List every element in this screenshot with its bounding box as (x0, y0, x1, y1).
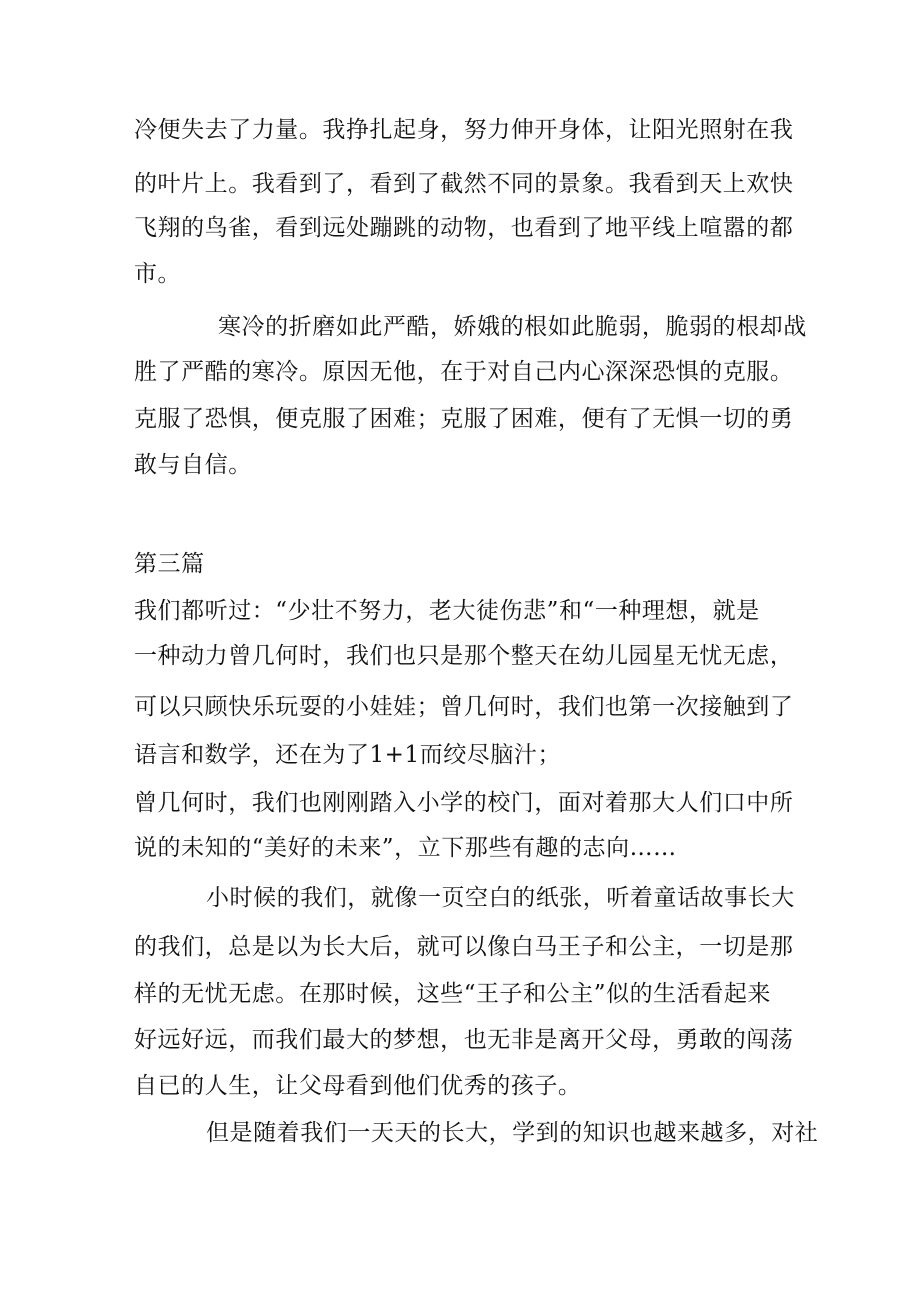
text-line: 胜了严酷的寒冷。原因无他，在于对自己内心深深恐惧的克服。 (134, 359, 794, 385)
text-line: 语言和数学，还在为了1+1而绞尽脑汁； (134, 742, 561, 768)
text-line: 说的未知的“美好的未来”，立下那些有趣的志向…… (134, 835, 677, 861)
text-line: 可以只顾快乐玩耍的小娃娃；曾几何时，我们也第一次接触到了 (134, 694, 794, 720)
text-line: 市。 (134, 261, 182, 287)
text-line: 好远好远，而我们最大的梦想，也无非是离开父母，勇敢的闯荡 (134, 1027, 794, 1053)
text-line: 飞翔的鸟雀，看到远处蹦跳的动物，也看到了地平线上喧嚣的都 (134, 215, 794, 241)
text-line: 曾几何时，我们也刚刚踏入小学的校门，面对着那大人们口中所 (134, 790, 794, 816)
text-line: 一种动力曾几何时，我们也只是那个整天在幼儿园星无忧无虑， (134, 643, 794, 669)
text-line: 自已的人生，让父母看到他们优秀的孩子。 (134, 1073, 582, 1099)
text-line: 的叶片上。我看到了，看到了截然不同的景象。我看到天上欢快 (134, 171, 794, 197)
text-line: 冷便失去了力量。我挣扎起身，努力伸开身体，让阳光照射在我 (134, 117, 794, 143)
text-line: 寒冷的折磨如此严酷，娇娥的根如此脆弱，脆弱的根却战 (218, 314, 807, 340)
text-line: 我们都听过：“少壮不努力，老大徒伤悲”和“一种理想，就是 (134, 598, 760, 624)
section-heading: 第三篇 (134, 551, 205, 577)
text-line: 克服了恐惧，便克服了困难；克服了困难，便有了无惧一切的勇 (134, 406, 794, 432)
text-line: 的我们，总是以为长大后，就可以像白马王子和公主，一切是那 (134, 934, 794, 960)
text-line: 敢与自信。 (134, 452, 252, 478)
text-line: 样的无忧无虑。在那时候，这些“王子和公主”似的生活看起来 (134, 981, 771, 1007)
text-line: 小时候的我们，就像一页空白的纸张，听着童话故事长大 (206, 885, 795, 911)
text-line: 但是随着我们一天天的长大，学到的知识也越来越多，对社 (206, 1120, 819, 1146)
